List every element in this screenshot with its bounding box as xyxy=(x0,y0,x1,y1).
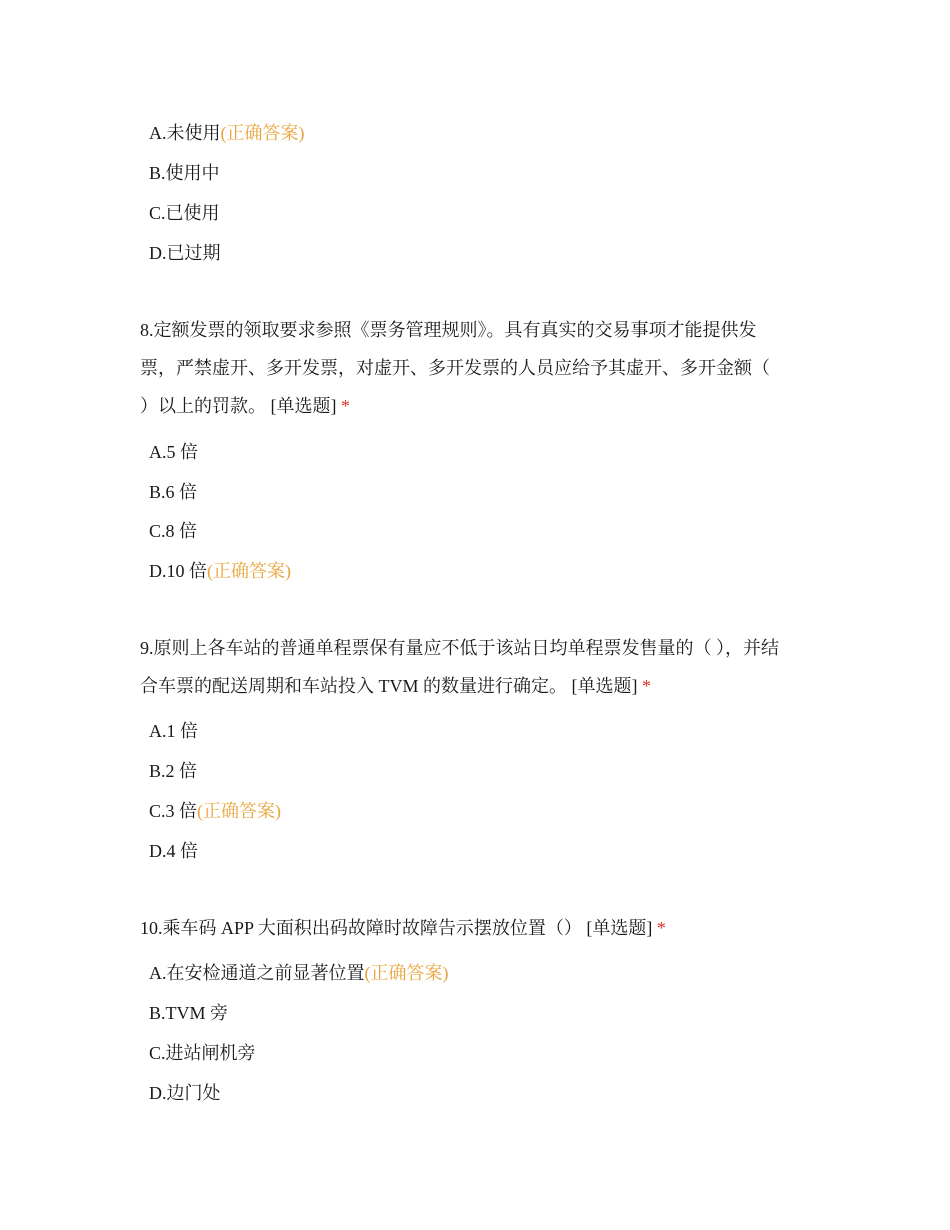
q8-option-b xyxy=(149,480,197,504)
question-line xyxy=(140,387,820,425)
q9-option-a xyxy=(149,719,198,743)
option-label: B.TVM 旁 xyxy=(149,1003,229,1023)
required-marker: * xyxy=(341,396,350,416)
q9-option-d xyxy=(149,839,198,863)
q9-question-text xyxy=(140,629,820,705)
question-line: 票，严禁虚开、多开发票，对虚开、多开发票的人员应给予其虚开、多开金额（ xyxy=(140,358,770,378)
question-line-text: ）以上的罚款。 [单选题] xyxy=(140,396,337,416)
option-label: C.3 倍 xyxy=(149,801,198,821)
q7-option-c xyxy=(149,201,220,225)
option-label: D.边门处 xyxy=(149,1083,221,1103)
q10-option-b xyxy=(149,1001,228,1025)
q10-option-d xyxy=(149,1081,221,1105)
question-line-text: 10.乘车码 APP 大面积出码故障时故障告示摆放位置（） [单选题] xyxy=(140,918,653,938)
correct-answer-tag: (正确答案) xyxy=(207,561,291,581)
question-line xyxy=(140,909,820,947)
q8-option-d xyxy=(149,559,291,583)
correct-answer-tag: (正确答案) xyxy=(220,123,305,143)
q8-question-text xyxy=(140,311,820,425)
option-label: A.在安检通道之前显著位置 xyxy=(149,963,365,983)
option-label: A.1 倍 xyxy=(149,721,198,741)
q10-option-c xyxy=(149,1041,256,1065)
q9-option-b xyxy=(149,759,197,783)
option-label: C.进站闸机旁 xyxy=(149,1043,256,1063)
option-label: A.5 倍 xyxy=(149,442,198,462)
option-label: B.使用中 xyxy=(149,163,220,183)
q7-option-a xyxy=(149,121,305,145)
question-line xyxy=(140,667,820,705)
option-label: D.已过期 xyxy=(149,243,221,263)
q8-option-c xyxy=(149,519,197,543)
required-marker: * xyxy=(642,676,651,696)
option-label: C.8 倍 xyxy=(149,521,198,541)
question-line: 9.原则上各车站的普通单程票保有量应不低于该站日均单程票发售量的（ ），并结 xyxy=(140,638,779,658)
correct-answer-tag: (正确答案) xyxy=(197,801,282,821)
option-label: A.未使用 xyxy=(149,123,221,143)
q7-option-d xyxy=(149,241,221,265)
option-label: C.已使用 xyxy=(149,203,220,223)
q9-option-c xyxy=(149,799,281,823)
q7-option-b xyxy=(149,161,220,185)
correct-answer-tag: (正确答案) xyxy=(364,963,449,983)
q10-question-text xyxy=(140,909,820,947)
question-line-text: 合车票的配送周期和车站投入 TVM 的数量进行确定。 [单选题] xyxy=(140,676,638,696)
question-line: 8.定额发票的领取要求参照《票务管理规则》。具有真实的交易事项才能提供发 xyxy=(140,320,757,340)
option-label: D.10 倍 xyxy=(149,561,207,581)
q8-option-a xyxy=(149,440,198,464)
option-label: B.2 倍 xyxy=(149,761,198,781)
option-label: B.6 倍 xyxy=(149,482,198,502)
q10-option-a xyxy=(149,961,449,985)
required-marker: * xyxy=(656,918,666,938)
option-label: D.4 倍 xyxy=(149,841,198,861)
